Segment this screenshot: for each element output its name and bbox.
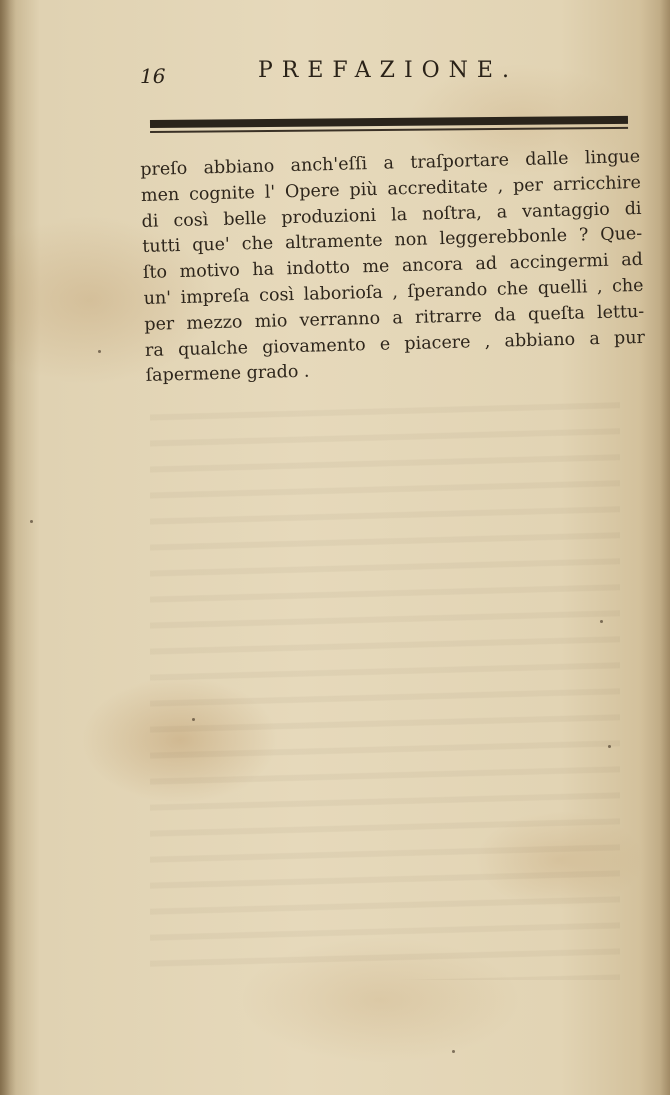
show-through-text bbox=[150, 400, 620, 980]
page-edge bbox=[660, 0, 670, 1095]
paper-speck bbox=[600, 620, 603, 623]
running-title: PREFAZIONE. bbox=[258, 58, 518, 83]
text-line: tutti que' che altramente non leggerebbonle ? Que- bbox=[142, 224, 643, 258]
text-line: preſo abbiano anch'eſſi a traſportare dalle lingue bbox=[140, 146, 641, 180]
gutter-shadow bbox=[0, 0, 16, 1095]
paper-speck bbox=[30, 520, 33, 523]
text-line: un' impreſa così laborioſa , ſperando che quelli , che bbox=[143, 275, 644, 309]
text-line: ſto motivo ha indotto me ancora ad accingermi ad bbox=[142, 250, 644, 284]
text-line: per mezzo mio verranno a ritrarre da queſta lettu- bbox=[144, 301, 645, 335]
text-line: di così belle produzioni la noſtra, a vantaggio di bbox=[141, 198, 642, 232]
header-rule bbox=[150, 110, 628, 136]
page-number: 16 bbox=[140, 64, 166, 88]
text-line: ſapermene grado . bbox=[145, 362, 310, 387]
page-header bbox=[140, 58, 630, 94]
paper-speck bbox=[192, 718, 195, 721]
header-rule-thick bbox=[150, 116, 628, 128]
body-text bbox=[140, 145, 646, 390]
text-line: ra qualche giovamento e piacere , abbiano a pur bbox=[144, 327, 646, 361]
paper-speck bbox=[98, 350, 101, 353]
paper-speck bbox=[608, 745, 611, 748]
header-rule-thin bbox=[150, 127, 628, 133]
paper-speck bbox=[452, 1050, 455, 1053]
text-line: men cognite l' Opere più accreditate , per arricchire bbox=[140, 172, 642, 206]
